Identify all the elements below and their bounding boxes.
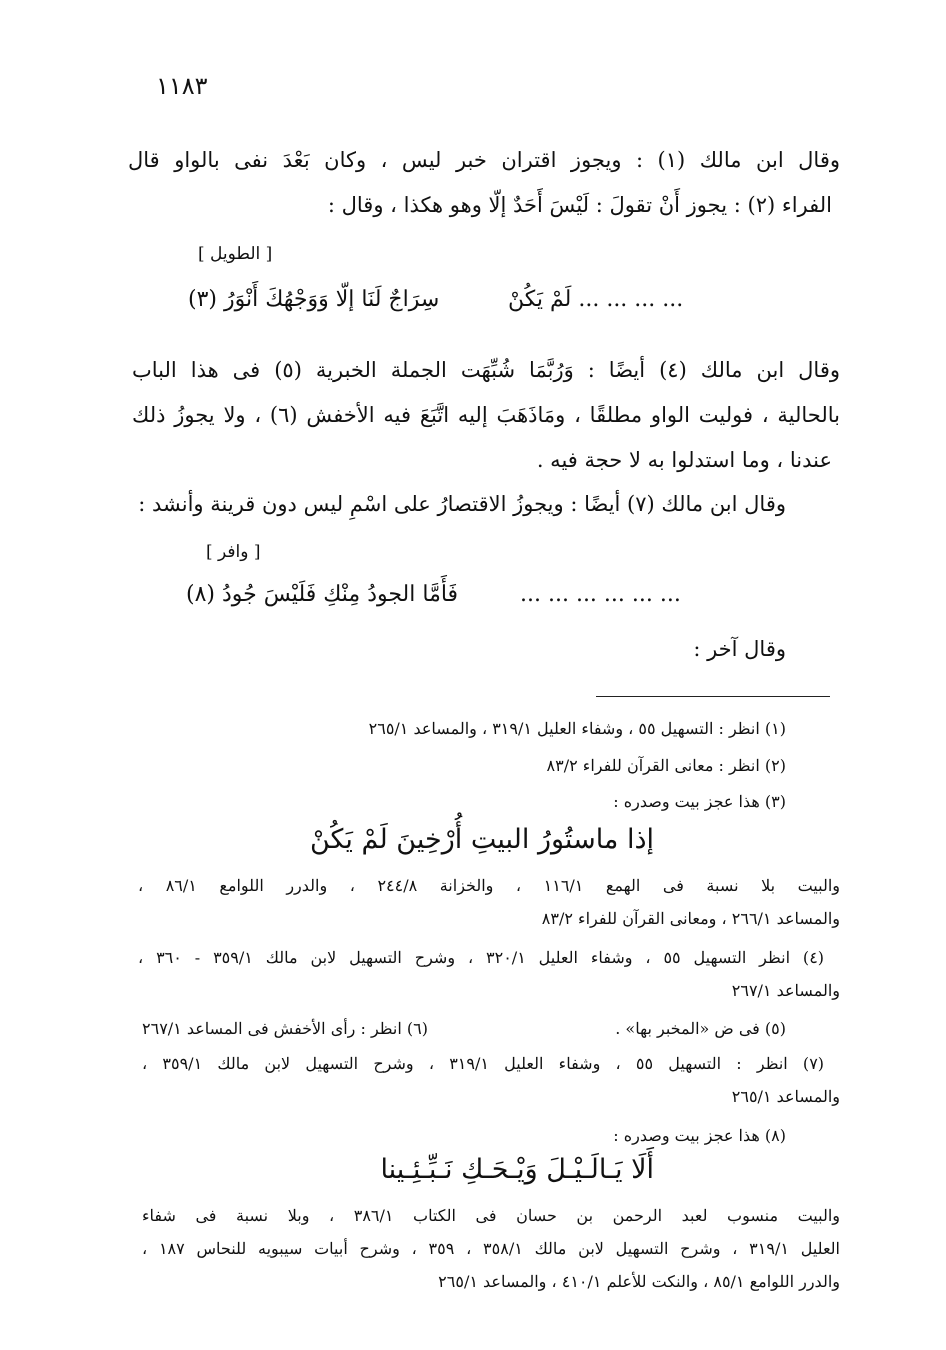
verse-hemistich-left: ... ... ... ... ... ... <box>520 582 681 607</box>
footnote-line: والمساعد ٢٦٧/١ <box>731 981 840 1000</box>
footnote-line: العليل ٣١٩/١ ، وشرح التسهيل لابن مالك ٣٥٨/١ ، ٣٥٩ ، وشرح أبيات سيبويه للنحاس ١٨٧ ، <box>142 1239 840 1258</box>
body-line: وقال ابن مالك (٤) أيضًا : وَرُبَّمَا شُبِّهَت الجملة الخبرية (٥) فى هذا الباب <box>132 358 840 382</box>
body-line: عندنا ، وما استدلوا به لا حجة فيه . <box>536 448 832 472</box>
footnote: (٣) هذا عجز بيت وصدره : <box>613 792 786 811</box>
footnote-line: والبيت منسوب لعبد الرحمن بن حسان فى الكتاب ٣٨٦/١ ، وبلا نسبة فى شفاء <box>142 1206 841 1225</box>
footnote: (٥) فى ض «المخبر بها» . <box>615 1019 786 1038</box>
meter-label: [ وافر ] <box>206 542 261 562</box>
body-line: بالحالية ، فوليت الواو مطلقًا ، ومَاذَهَبَ إليه اتَّبَعَ فيه الأخفش (٦) ، ولا يجوزُ ذلك <box>132 403 840 427</box>
footnote: (٢) انظر : معانى القرآن للفراء ٨٣/٢ <box>546 756 786 775</box>
body-line: الفراء (٢) : يجوز أَنْ تقولَ : لَيْسَ أَحَدٌ إلّا وهو هكذا ، وقال : <box>327 193 832 217</box>
footnote: (٦) انظر : رأى الأخفش فى المساعد ٢٦٧/١ <box>142 1019 428 1038</box>
footnote-separator <box>596 696 830 697</box>
footnote: (٨) هذا عجز بيت وصدره : <box>613 1126 786 1145</box>
footnote-line: والمساعد ٢٦٦/١ ، ومعانى القرآن للفراء ٨٣/٢ <box>541 909 840 928</box>
verse-hemistich-left: ... ... ... ... لَمْ يَكُنْ <box>508 287 684 312</box>
verse-hemistich-right: سِرَاجٌ لَنَا إلّا وَوَجْهُكَ أَنْوَرُ (٣) <box>188 287 440 312</box>
meter-label: [ الطويل ] <box>198 244 273 264</box>
page-number: ١١٨٣ <box>156 72 208 100</box>
footnote-verse: إذا ماستُورُ البيتِ أُرْخِينَ لَمْ يَكُنْ <box>309 824 654 855</box>
footnote-line: (٧) انظر : التسهيل ٥٥ ، وشفاء العليل ٣١٩/١ ، وشرح التسهيل لابن مالك ٣٥٩/١ ، <box>142 1054 825 1073</box>
footnote-line: والمساعد ٢٦٥/١ <box>731 1087 840 1106</box>
verse-hemistich-right: فَأَمَّا الجودُ مِنْكِ فَلَيْسَ جُودُ (٨) <box>186 582 459 607</box>
body-line: وقال ابن مالك (٧) أيضًا : ويجوزُ الاقتصارُ على اسْمِ ليس دون قرينة وأنشد : <box>138 492 786 516</box>
body-line: وقال ابن مالك (١) : ويجوز اقتران خبر ليس ، وكان بَعْدَ نفى بالواو قال <box>128 148 840 172</box>
body-line: وقال آخر : <box>693 637 786 661</box>
footnote-line: (٤) انظر التسهيل ٥٥ ، وشفاء العليل ٣٢٠/١ ، وشرح التسهيل لابن مالك ٣٥٩/١ - ٣٦٠ ، <box>138 948 825 967</box>
footnote: (١) انظر : التسهيل ٥٥ ، وشفاء العليل ٣١٩/١ ، والمساعد ٢٦٥/١ <box>368 719 786 738</box>
footnote-line: والبيت بلا نسبة فى الهمع ١١٦/١ ، والخزانة ٢٤٤/٨ ، والدرر اللوامع ٨٦/١ ، <box>138 876 840 895</box>
footnote-verse: أَلَا يَـالَـيْـلَ وَيْـحَـكِ نَـبِّـئِـينا <box>380 1154 654 1185</box>
footnote-line: والدرر اللوامع ٨٥/١ ، والنكت للأعلم ٤١٠/١ ، والمساعد ٢٦٥/١ <box>438 1272 840 1291</box>
